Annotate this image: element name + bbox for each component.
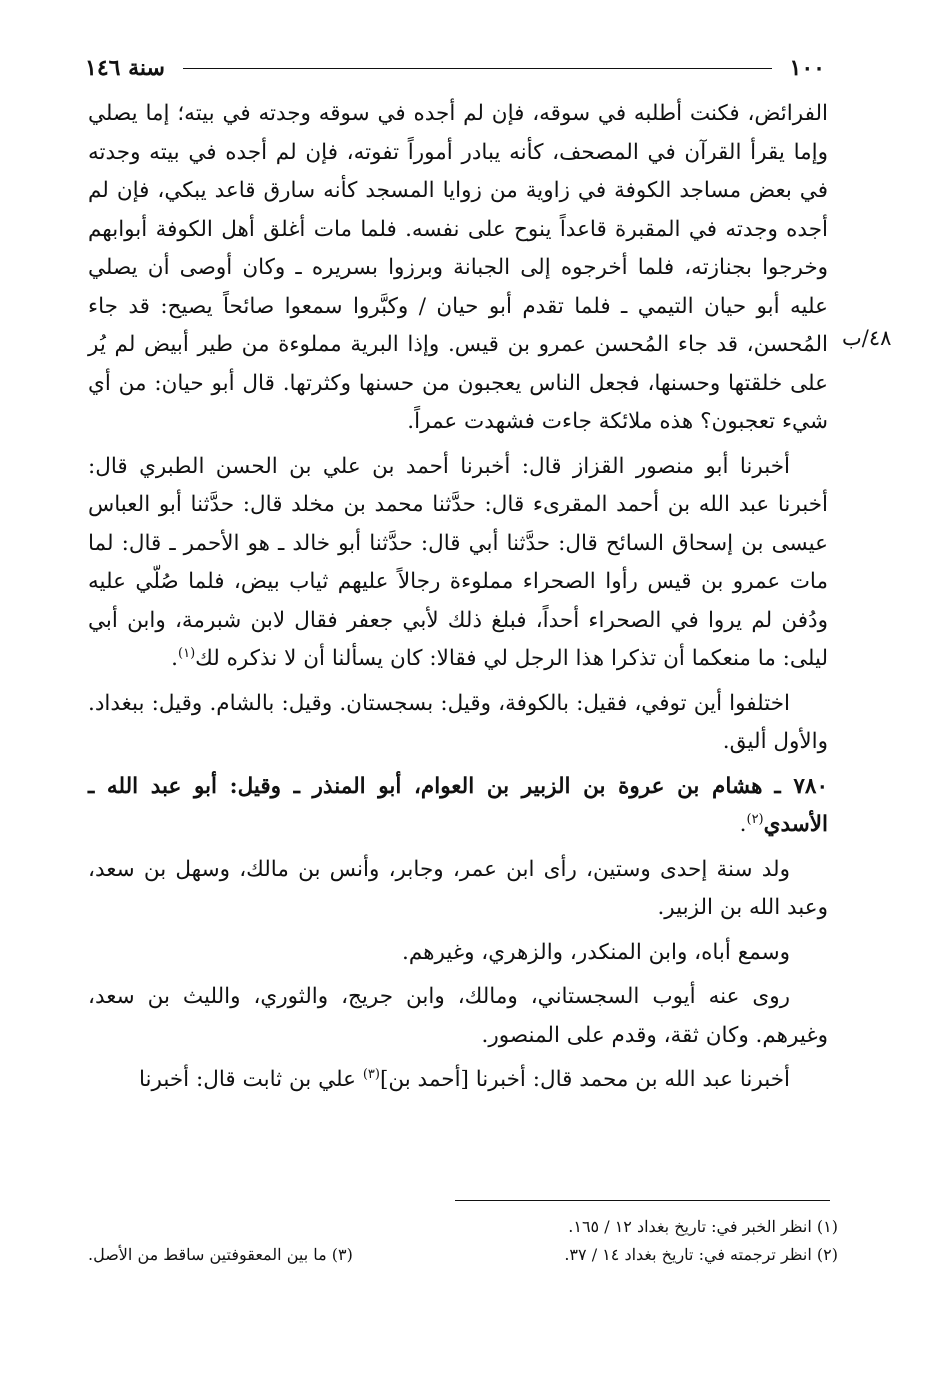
biography-entry-heading [88, 768, 828, 845]
manuscript-folio-marker: ٤٨/ب [842, 326, 892, 350]
footnote-separator [455, 1200, 830, 1201]
footnote-3: (٣) ما بين المعقوفتين ساقط من الأصل. [88, 1245, 353, 1264]
footnotes [88, 1213, 838, 1269]
paragraph: وسمع أباه، وابن المنكدر، والزهري، وغيرهم. [402, 939, 790, 965]
paragraph-text: علي بن ثابت قال: أخبرنا [138, 1067, 363, 1092]
page-number: ١٠٠ [789, 55, 825, 81]
paragraph [88, 1061, 828, 1100]
running-header [85, 48, 825, 88]
main-text [88, 95, 828, 1106]
paragraph-text: أخبرنا أبو منصور القزاز قال: أخبرنا أحمد بن علي بن الحسن الطبري قال: أخبرنا عبد الله بن أحمد المقرىء قال: حدَّثنا محمد بن مخلد قال: حدَّثنا أبو العباس عيسى بن إسحاق السائح قال: حدَّثنا أبي قال: حدَّثنا أبو خالد ـ هو الأحمر ـ قال: لما مات عمرو بن قيس رأوا الصحراء مملوءة رجالاً عليهم ثياب بيض، فلما صُلّي عليه ودُفن لم يروا في الصحراء أحداً، فبلغ ذلك لأبي جعفر فقال لابن شبرمة، وابن أبي ليلى: ما منعكما أن تذكرا هذا الرجل لي فقالا: كان يسألنا أن لا نذكره لك [88, 453, 828, 671]
footnote-row [88, 1241, 838, 1269]
footnote-ref[interactable]: (٢) [746, 811, 764, 827]
entry-end: . [739, 812, 747, 837]
entry-name: هشام بن عروة بن الزبير بن العوام، أبو المنذر ـ وقيل: أبو عبد الله ـ الأسدي [88, 773, 828, 837]
header-rule [183, 68, 772, 69]
year-label: سنة ١٤٦ [85, 55, 165, 81]
paragraph-text: أخبرنا عبد الله بن محمد قال: أخبرنا [أحمد بن] [379, 1067, 790, 1092]
footnote-2: (٢) انظر ترجمته في: تاريخ بغداد ١٤ / ٣٧. [564, 1245, 838, 1264]
entry-number: ٧٨٠ ـ [774, 773, 829, 799]
paragraph: أخبرنا أبو منصور القزاز قال: أخبرنا أحمد بن علي بن الحسن الطبري قال: أخبرنا عبد الله بن أحمد المقرىء قال: حدَّثنا محمد بن مخلد قال: حدَّثنا أبو العباس عيسى بن إسحاق السائح قال: حدَّثنا أبي قال: حدَّثنا أبو خالد ـ هو الأحمر ـ قال: لما مات عمرو بن قيس رأوا الصحراء مملوءة رجالاً عليهم ثياب بيض، فلما صُلّي عليه ودُفن لم يروا في الصحراء أحداً، فبلغ ذلك لأبي جعفر فقال لابن شبرمة، وابن أبي ليلى: ما منعكما أن تذكرا هذا الرجل لي فقالا: كان يسألنا أن لا نذكره لك$^{(١)}$. [88, 453, 828, 671]
footnote-ref[interactable]: (٣) [362, 1066, 380, 1082]
footnote-1: (١) انظر الخبر في: تاريخ بغداد ١٢ / ١٦٥. [568, 1217, 838, 1236]
footnote-ref[interactable]: (١) [178, 645, 196, 661]
paragraph: اختلفوا أين توفي، فقيل: بالكوفة، وقيل: بسجستان. وقيل: بالشام. وقيل: ببغداد. والأول أليق. [88, 690, 828, 754]
footnote-row [88, 1213, 838, 1241]
paragraph: روى عنه أيوب السجستاني، ومالك، وابن جريج، والثوري، والليث بن سعد، وغيرهم. وكان ثقة، وقدم على المنصور. [88, 984, 828, 1048]
paragraph: الفرائض، فكنت أطلبه في سوقه، فإن لم أجده في سوقه وجدته في بيته؛ إما يصلي وإما يقرأ القرآن في المصحف، كأنه يبادر أموراً تفوته، فإن لم أجده في بيته وجدته في بعض مساجد الكوفة في زاوية من زوايا المسجد كأنه سارق قاعد يبكي، فإن لم أجده وجدته في المقبرة قاعداً ينوح على نفسه. فلما مات أغلق أهل الكوفة أبوابهم وخرجوا بجنازته، فلما أخرجوه إلى الجبانة وبرزوا بسريره ـ وكان أوصى أن يصلي عليه أبو حيان التيمي ـ فلما تقدم أبو حيان / وكبَّروا سمعوا صائحاً يصيح: قد جاء المُحسن، قد جاء المُحسن عمرو بن قيس. وإذا البرية مملوءة من طير أبيض لم يُر على خلقتها وحسنها، فجعل الناس يعجبون من حسنها وكثرتها. قال أبو حيان: من أي شيء تعجبون؟ هذه ملائكة جاءت فشهدت عمراً. [88, 101, 828, 434]
paragraph: ولد سنة إحدى وستين، رأى ابن عمر، وجابر، وأنس بن مالك، وسهل بن سعد، وعبد الله بن الزبير. [88, 856, 828, 920]
